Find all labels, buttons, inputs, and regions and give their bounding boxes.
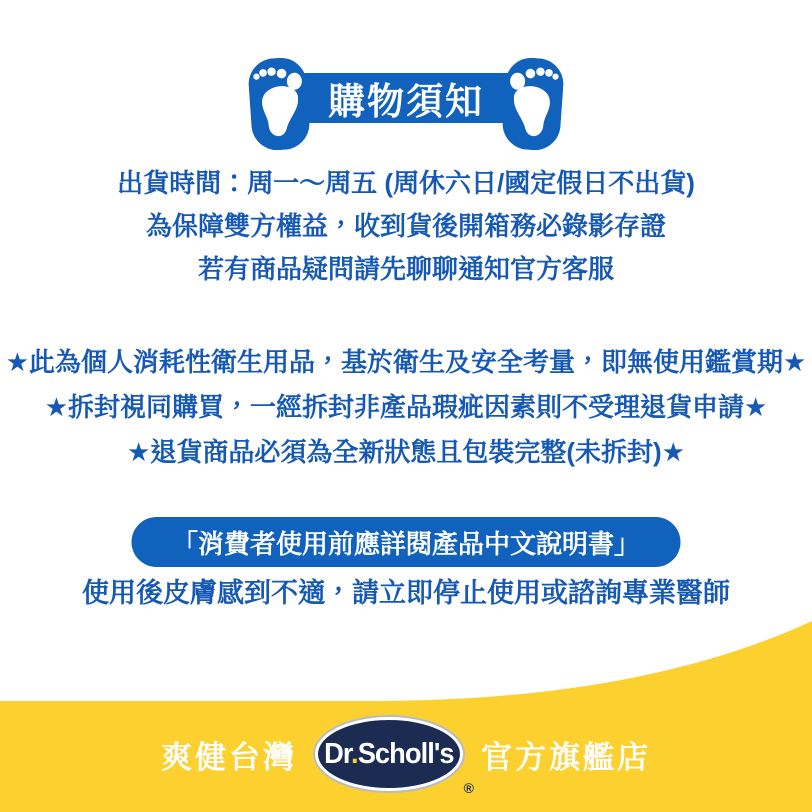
advisory-pill [132, 517, 681, 567]
banner-title: 購物須知 [328, 81, 484, 122]
registered-trademark-icon: ® [463, 780, 474, 796]
dr-scholls-logo-text: Dr.Scholl's [324, 737, 454, 770]
advisory-pill-text: 「消費者使用前應詳閱產品中文說明書」 [171, 528, 640, 559]
footer-brand-name-cn: 爽健台灣 [161, 739, 297, 775]
footer [0, 712, 812, 796]
banner [0, 0, 812, 170]
shipping-notice-block [0, 162, 812, 291]
policy-opened-line: ★拆封視同購買，一經拆封非產品瑕疵因素則不受理退貨申請★ [44, 392, 768, 422]
policy-hygiene-line: ★此為個人消耗性衛生用品，基於衛生及安全考量，即無使用鑑賞期★ [5, 347, 807, 377]
footprint-right-icon [501, 56, 565, 152]
advisory-subtext: 使用後皮膚感到不適，請立即停止使用或諮詢專業醫師 [82, 578, 730, 608]
banner-ribbon [278, 73, 534, 123]
logo-yellow-dot: . [351, 737, 358, 770]
shipping-time-line: 出貨時間：周一～周五 (周休六日/國定假日不出貨) [117, 168, 695, 198]
footer-store-label: 官方旗艦店 [481, 739, 651, 775]
return-policy-block [0, 340, 812, 475]
policy-return-condition-line: ★退貨商品必須為全新狀態且包裝完整(未拆封)★ [127, 437, 685, 467]
contact-service-line: 若有商品疑問請先聊聊通知官方客服 [197, 254, 614, 284]
unboxing-record-line: 為保障雙方權益，收到貨後開箱務必錄影存證 [145, 211, 666, 241]
dr-scholls-logo [315, 717, 474, 796]
footprint-left-icon [247, 56, 311, 152]
